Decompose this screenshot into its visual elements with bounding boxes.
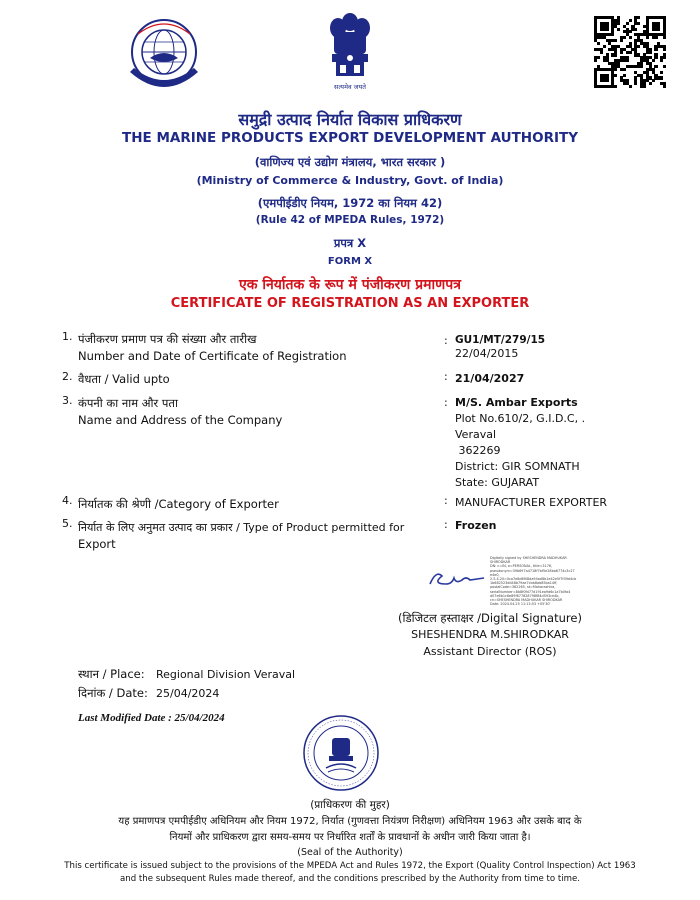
field-number: 1. [62,330,73,343]
signatory-designation: Assistant Director (ROS) [423,645,557,658]
form-english: FORM X [327,256,373,267]
rules-english: (Rule 42 of MPEDA Rules, 1972) [255,214,445,226]
field-colon: : [444,396,448,409]
qr-module [649,82,652,85]
national-emblem [322,12,378,92]
product-type-value: Frozen [455,519,497,532]
authority-title-hindi: समुद्री उत्पाद निर्यात विकास प्राधिकरण [238,110,462,129]
qr-module [594,59,597,62]
signature-meta-line: 1b682523dd48b79ae7cbb8ab85ba14ff, [490,581,558,586]
field-number: 4. [62,494,73,507]
field-colon: : [444,370,448,383]
rules-hindi: (एमपीईडीए नियम, 1972 का नियम 42) [257,196,443,210]
qr-module [654,56,657,59]
signature-meta-line: d07e6b1c6e89f677828798f84d593ce4b, [490,593,560,598]
authority-seal [302,714,380,792]
field-label-hindi: पंजीकरण प्रमाण पत्र की संख्या और तारीख [78,332,257,346]
qr-module [660,59,663,62]
field-label-english: Number and Date of Certificate of Registration [78,349,347,363]
authority-title-english: THE MARINE PRODUCTS EXPORT DEVELOPMENT AUTHORITY [122,130,578,146]
signature-meta-line: pseudonym=39b697a4718f7bf5e28ba6774c3c27 [490,568,575,573]
signature-meta-line: postalCode=362265, st=Maharashtra, [490,585,556,590]
qr-module [637,16,640,19]
address-line: 362269 [455,444,501,457]
qr-module [634,82,637,85]
signatory-name: SHESHENDRA M.SHIRODKAR [411,628,569,641]
qr-module [597,56,600,59]
field-label-english: Name and Address of the Company [78,413,283,427]
date-label: दिनांक / Date: [78,686,148,700]
qr-module [597,42,600,45]
qr-module [640,65,643,68]
qr-module [620,51,623,54]
address-line: District: GIR SOMNATH [455,460,580,473]
qr-module [643,85,646,88]
valid-upto-value: 21/04/2027 [455,372,525,385]
signature-scribble [426,566,486,590]
footer-hindi-line-1: यह प्रमाणपत्र एमपीईडीए अधिनियम और नियम 1972, निर्यात (गुणवत्ता नियंत्रण निरीक्षण) अधिनियम 1963 और उसके बाद के [118,816,582,827]
field-number: 2. [62,370,73,383]
ministry-hindi: (वाणिज्य एवं उद्योग मंत्रालय, भारत सरकार ) [254,155,446,169]
qr-module [620,39,623,42]
seal-label-english: (Seal of the Authority) [297,847,403,858]
qr-module [652,79,655,82]
qr-module [637,22,640,25]
certificate-title-english: CERTIFICATE OF REGISTRATION AS AN EXPORTER [170,296,530,311]
qr-module [660,76,663,79]
qr-module [663,56,666,59]
signature-meta-line: Digitally signed by SHESHENDRA MADHUKAR [490,556,567,560]
qr-module [634,28,637,31]
signature-meta-line: 2.5.4.20=0ca7e8d6f08da94ad8b1e42e5f7f09d4cb [490,577,577,582]
certificate-title-hindi: एक निर्यातक के रूप में पंजीकरण प्रमाणपत्र [239,277,461,293]
form-hindi: प्रपत्र X [333,236,367,250]
field-colon: : [444,518,448,531]
qr-module [614,85,617,88]
last-modified-date: Last Modified Date : 25/04/2024 [78,712,225,724]
qr-module [603,45,606,48]
qr-module [623,68,626,71]
address-line: Plot No.610/2, G.I.D.C, . [455,412,586,425]
footer-english-line-2: and the subsequent Rules made thereof, and the conditions prescribed by the Authority from time to time. [120,874,580,884]
footer-english-line-1: This certificate is issued subject to the provisions of the MPEDA Act and Rules 1972, the Export (Quality Control Inspection) Act 1963 [64,861,636,871]
qr-module [654,36,657,39]
ministry-english: (Ministry of Commerce & Industry, Govt. of India) [196,174,504,187]
mpeda-logo [120,14,208,96]
signature-meta-line: DN: c=IN, o=PERSONAL, title=3176, [490,564,553,569]
qr-module [614,53,617,56]
digital-signature-details [490,556,610,606]
address-line: Veraval [455,428,497,441]
qr-module [617,28,620,31]
qr-module [614,39,617,42]
signature-meta-line: Date: 2024.04.25 11:13:53 +05'30' [490,602,551,607]
qr-module [663,48,666,51]
qr-module [614,74,617,77]
qr-module [637,45,640,48]
qr-module [614,68,617,71]
qr-module [606,28,609,31]
qr-module [600,51,603,54]
qr-module [626,59,629,62]
field-colon: : [444,334,448,347]
field-number: 3. [62,394,73,407]
qr-module [654,65,657,68]
qr-module [663,36,666,39]
qr-module [649,51,652,54]
qr-module [629,85,632,88]
qr-module [617,22,620,25]
signature-label: (डिजिटल हस्ताक्षर /Digital Signature) [398,611,582,625]
qr-module [657,28,660,31]
field-label-english: Export [78,537,116,551]
field-label-hindi: कंपनी का नाम और पता [78,396,178,410]
address-line: State: GUJARAT [455,476,540,489]
seal-label-hindi: (प्राधिकरण की मुहर) [310,799,390,811]
qr-module [629,36,632,39]
footer-hindi-line-2: नियमों और प्राधिकरण द्वारा समय-समय पर निर्धारित शर्तों के प्रावधानों के अधीन जारी किया जाता है। [169,832,531,843]
qr-module [629,19,632,22]
company-name-value: M/S. Ambar Exports [455,396,578,409]
signature-meta-line: serialNumber=8b8f0fd77d191ea9d6c1a7b0fa4 [490,589,571,594]
qr-code [594,16,666,88]
qr-module [623,36,626,39]
signature-meta-line: SHIRODKAR [490,560,511,565]
qr-module [652,59,655,62]
qr-module [606,79,609,82]
qr-module [626,22,629,25]
qr-module [629,51,632,54]
date-value: 25/04/2024 [156,687,220,700]
emblem-motto: सत्यमेव जयते [334,83,366,91]
qr-module [663,65,666,68]
field-colon: : [444,494,448,507]
field-label: निर्यातक की श्रेणी /Category of Exporter [78,497,279,511]
qr-module [660,71,663,74]
qr-module [611,33,614,36]
qr-module [646,36,649,39]
signature-meta-line: cn=SHESHENDRA MADHUKAR SHIRODKAR [490,598,563,603]
field-label: वैधता / Valid upto [78,372,170,386]
qr-module [663,85,666,88]
signature-meta-line: e4e0, [490,572,500,577]
place-value: Regional Division Veraval [156,668,296,681]
field-label-hindi: निर्यात के लिए अनुमत उत्पाद का प्रकार / Type of Product permitted for [78,521,405,534]
qr-module [629,30,632,33]
category-value: MANUFACTURER EXPORTER [455,496,608,509]
place-label: स्थान / Place: [78,667,145,681]
registration-date-value: 22/04/2015 [455,347,519,360]
qr-module [623,74,626,77]
registration-number-value: GU1/MT/279/15 [455,334,546,346]
field-number: 5. [62,517,73,530]
qr-module [654,48,657,51]
